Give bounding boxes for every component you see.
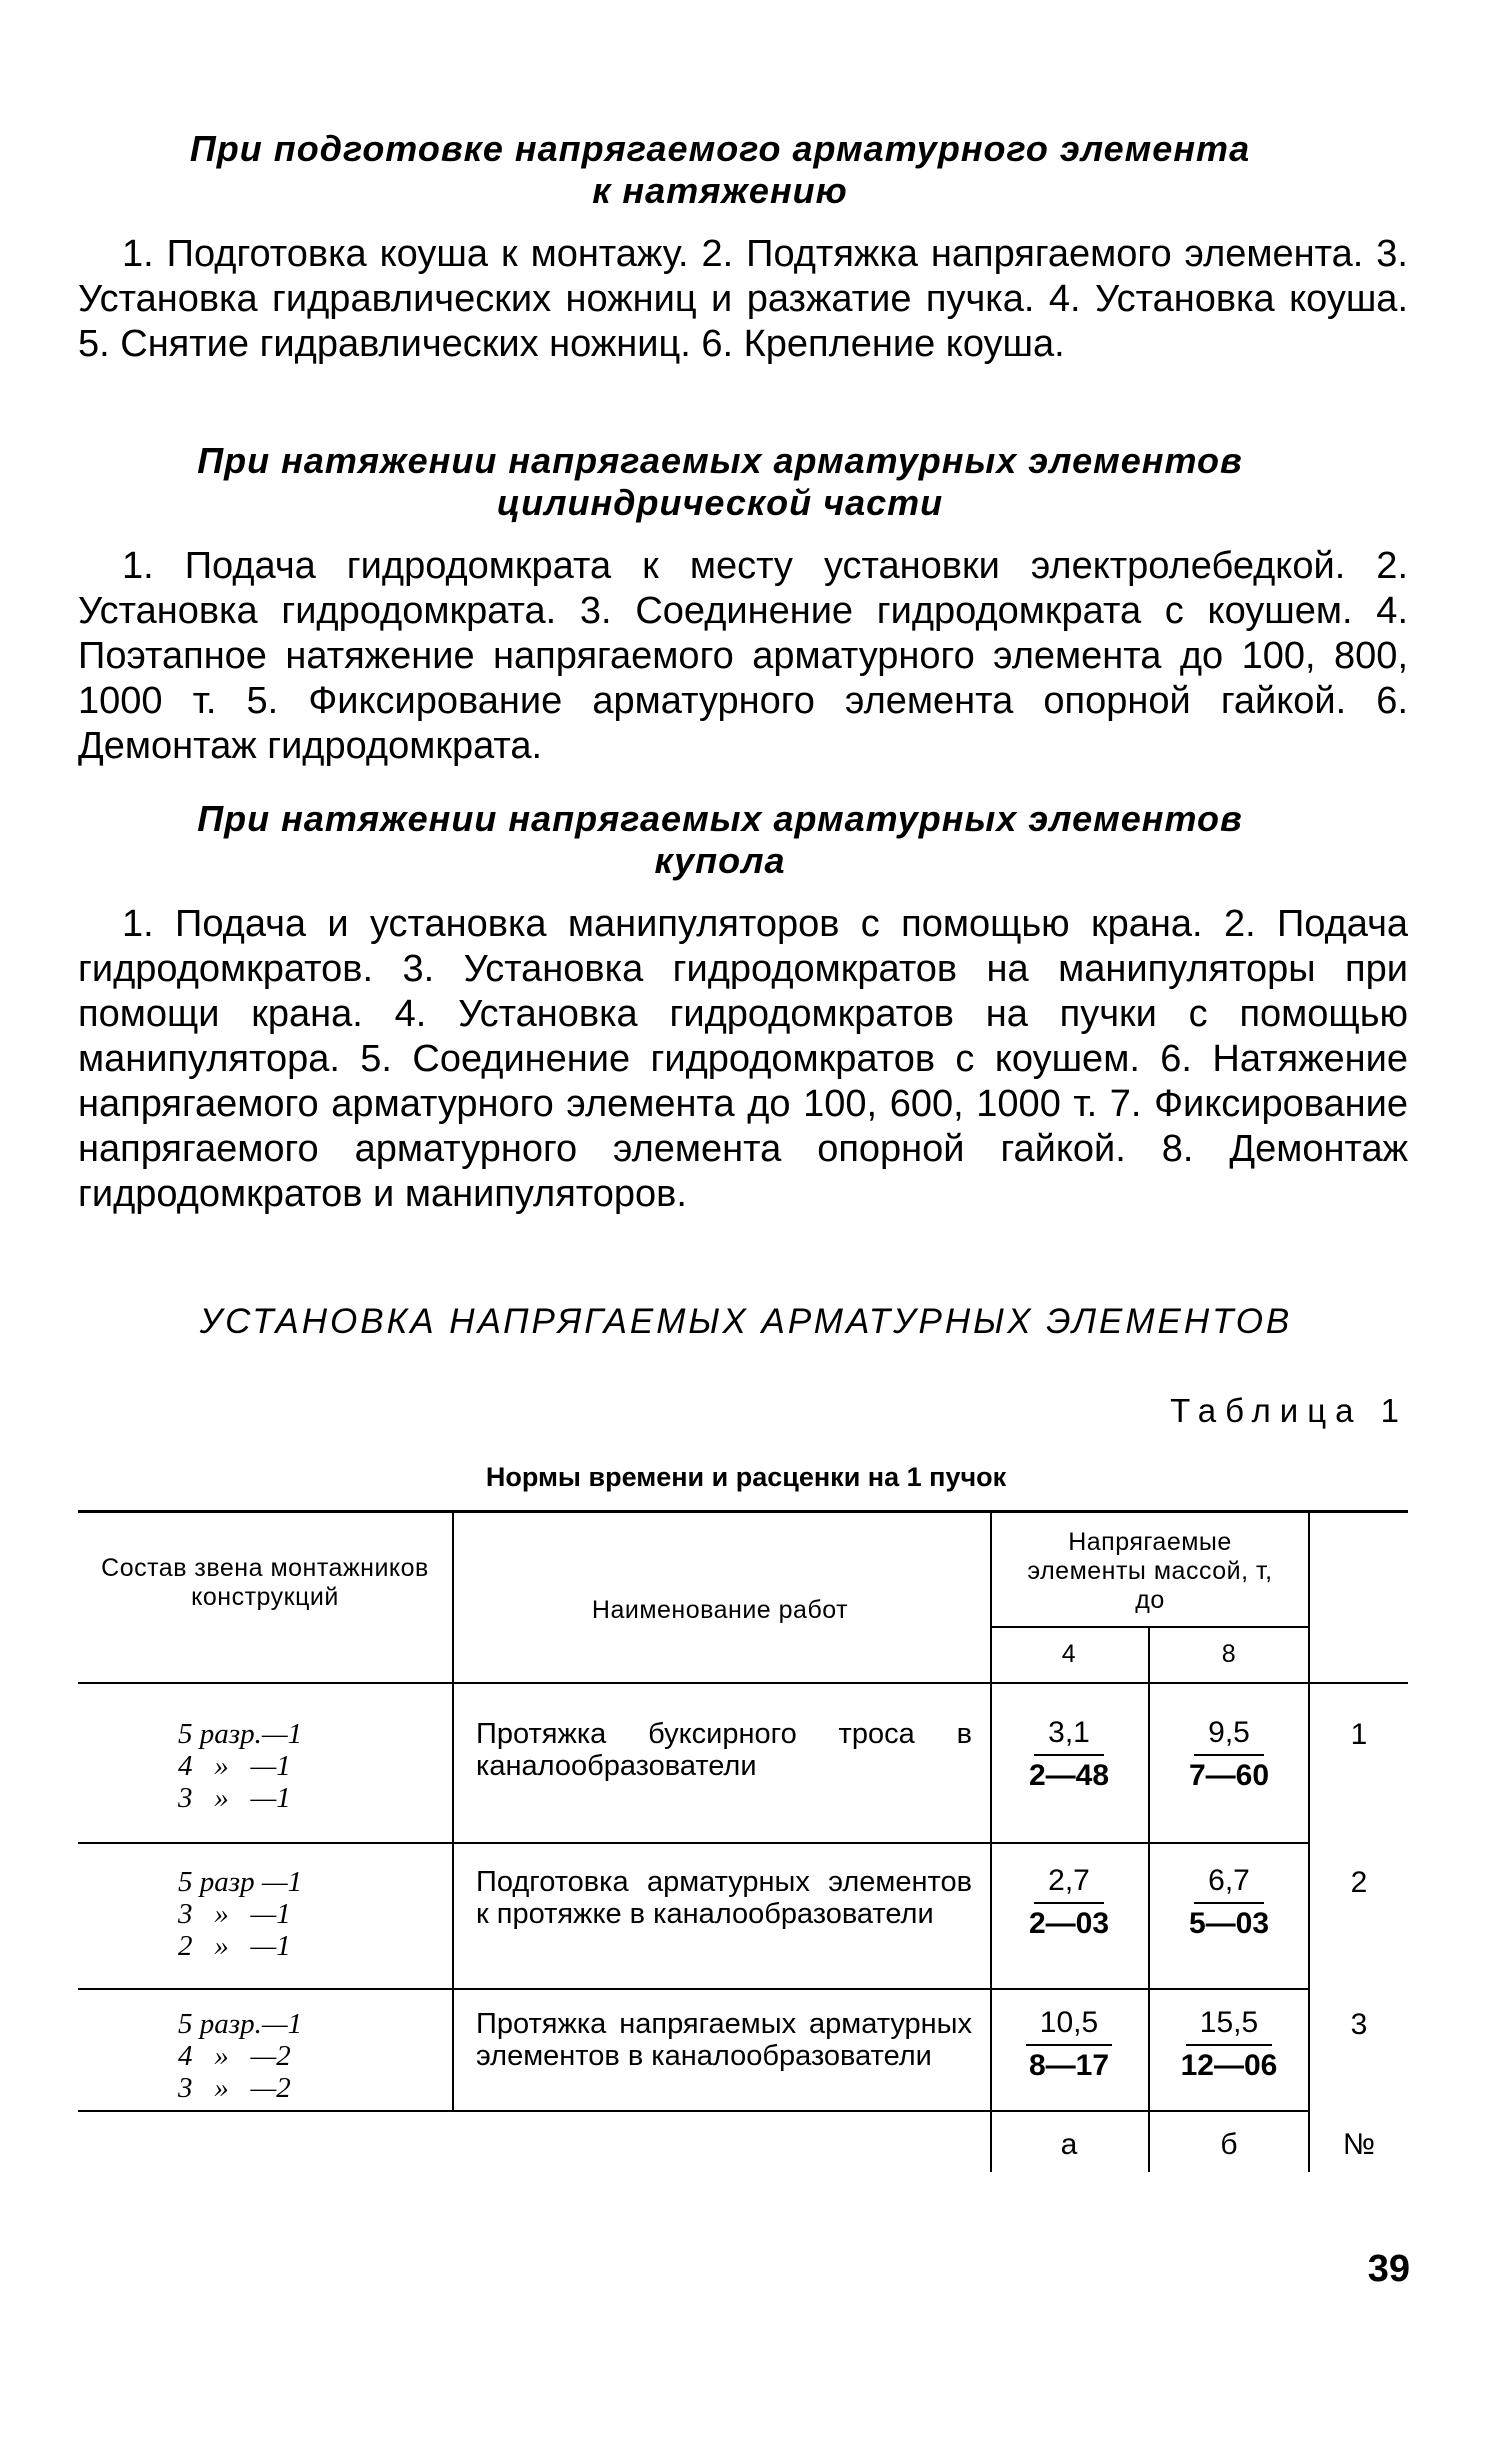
section-2-text: 1. Подача гидродомкрата к месту установки электролебедкой. 2. Установка гидродомкрата. 3. Соединение гидродомкрата с коушем. 4. Поэтапное натяжение напрягаемого арматурного элемента до 100, 800, 1000 т. 5. Фиксирование арматурного элемента опорной гайкой. 6. Демонтаж гидродомкрата.	[78, 545, 1408, 767]
row-2-crew: 5 разр —1 3 » —1 2 » —1	[178, 1866, 303, 1962]
row-3-work: Протяжка напрягаемых арматурных элементов в каналообразователи	[476, 2008, 972, 2072]
header-mass-group: Напрягаемые элементы массой, т, до	[1027, 1528, 1273, 1614]
table-caption: Нормы времени и расценки на 1 пучок	[485, 1462, 1007, 1492]
section-2-heading-line-2: цилиндрической части	[496, 482, 944, 523]
row-2-rule	[78, 1988, 1308, 1990]
mass-header-rule	[990, 1626, 1310, 1628]
section-2-heading	[140, 440, 1300, 524]
header-work: Наименование работ	[591, 1596, 849, 1624]
page-number: 39	[1367, 2248, 1410, 2290]
header-crew: Состав звена монтажников конструкций	[101, 1554, 429, 1611]
crew-column-divider	[452, 1512, 454, 2110]
header-mass-8: 8	[1221, 1640, 1237, 1668]
row-3-number: 3	[1350, 2008, 1368, 2041]
row-2-value-4-price: 2—03	[1028, 1907, 1110, 1940]
row-1-value-8	[1150, 1716, 1308, 1796]
row-1-value-8-price: 7—60	[1188, 1759, 1270, 1792]
row-3-rule	[78, 2110, 1308, 2112]
header-bottom-rule	[78, 1682, 1408, 1684]
section-3-heading-line-2: купола	[654, 840, 786, 881]
section-1-heading-line-1: При подготовке напрягаемого арматурного элемента	[189, 128, 1251, 169]
row-1-value-8-time: 9,5	[1194, 1716, 1264, 1756]
row-2-number: 2	[1350, 1866, 1368, 1899]
row-3-value-8-time: 15,5	[1186, 2006, 1272, 2046]
row-3-value-4-time: 10,5	[1026, 2006, 1112, 2046]
row-1-number: 1	[1350, 1718, 1368, 1751]
section-3-heading	[140, 798, 1300, 882]
row-2-value-4	[990, 1864, 1148, 1944]
row-2-value-8-time: 6,7	[1194, 1864, 1264, 1904]
section-3-text: 1. Подача и установка манипуляторов с помощью крана. 2. Подача гидродомкратов. 3. Установка гидродомкратов на манипуляторы при помощи крана. 4. Установка гидродомкратов на пучки с помощью манипулятора. 5. Соединение гидродомкратов с коушем. 6. Натяжение напрягаемого арматурного элемента до 100, 600, 1000 т. 7. Фиксирование напрягаемого арматурного элемента опорной гайкой. 8. Демонтаж гидродомкратов и манипуляторов.	[78, 903, 1408, 1215]
row-3-value-8-price: 12—06	[1180, 2049, 1278, 2082]
footer-col-a: а	[1060, 2128, 1078, 2161]
section-3-heading-line-1: При натяжении напрягаемых арматурных элементов	[197, 798, 1243, 839]
section-1-text: 1. Подготовка коуша к монтажу. 2. Подтяжка напрягаемого элемента. 3. Установка гидравлических ножниц и разжатие пучка. 4. Установка коуша. 5. Снятие гидравлических ножниц. 6. Крепление коуша.	[78, 233, 1408, 365]
row-1-value-4-time: 3,1	[1034, 1716, 1104, 1756]
row-2-work: Подготовка арматурных элементов к протяжке в каналообразователи	[476, 1866, 972, 1930]
row-1-rule	[78, 1842, 1308, 1844]
header-mass-4: 4	[1061, 1640, 1077, 1668]
row-1-value-4-price: 2—48	[1028, 1759, 1110, 1792]
section-1-heading	[140, 128, 1300, 212]
footer-col-b: б	[1220, 2128, 1238, 2161]
row-1-crew: 5 разр.—1 4 » —1 3 » —1	[178, 1718, 303, 1814]
row-2-value-4-time: 2,7	[1034, 1864, 1104, 1904]
section-2-heading-line-1: При натяжении напрягаемых арматурных элементов	[197, 440, 1243, 481]
section-title: УСТАНОВКА НАПРЯГАЕМЫХ АРМАТУРНЫХ ЭЛЕМЕНТОВ	[199, 1302, 1293, 1341]
row-2-value-8-price: 5—03	[1188, 1907, 1270, 1940]
row-1-work: Протяжка буксирного троса в каналообразователи	[476, 1718, 972, 1782]
row-3-value-8	[1150, 2006, 1308, 2086]
footer-col-number: №	[1342, 2128, 1376, 2161]
table-label: Таблица 1	[1170, 1392, 1408, 1429]
row-3-value-4	[990, 2006, 1148, 2086]
table-top-rule	[78, 1510, 1408, 1513]
row-1-value-4	[990, 1716, 1148, 1796]
row-2-value-8	[1150, 1864, 1308, 1944]
section-1-heading-line-2: к натяжению	[592, 170, 848, 211]
num-column-divider	[1308, 1512, 1310, 2172]
row-3-crew: 5 разр.—1 4 » —2 3 » —2	[178, 2008, 303, 2104]
row-3-value-4-price: 8—17	[1028, 2049, 1110, 2082]
